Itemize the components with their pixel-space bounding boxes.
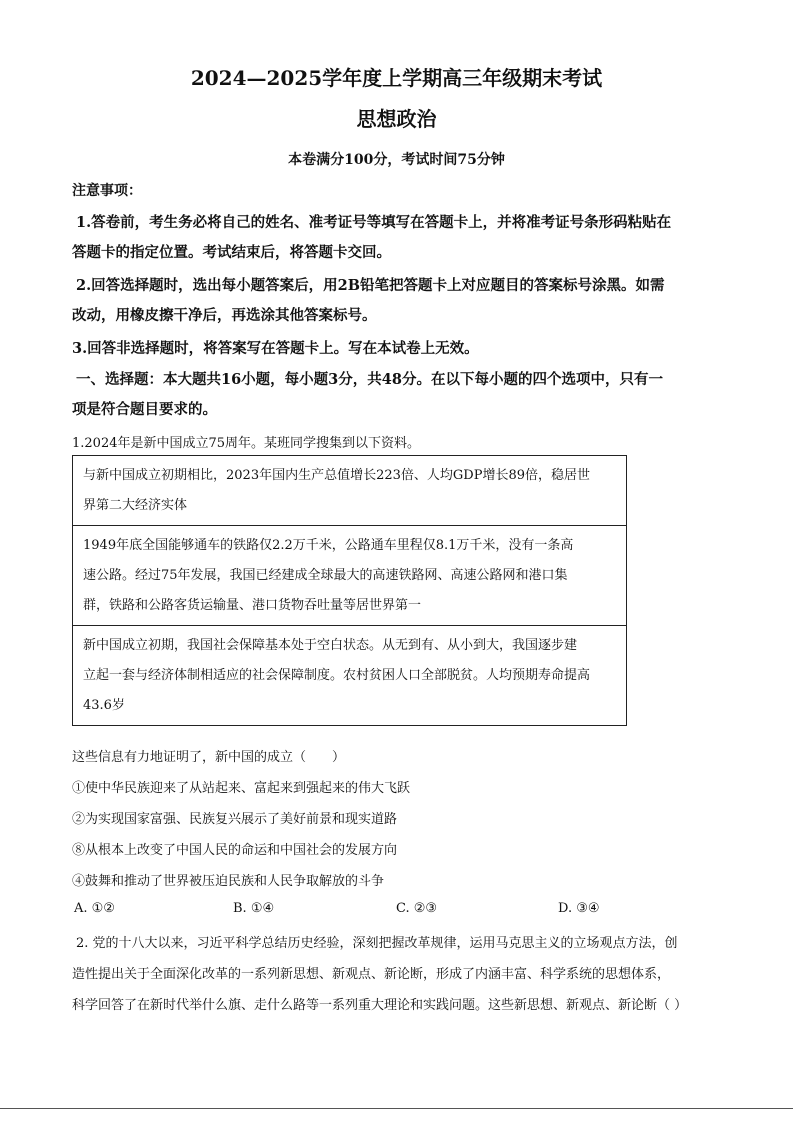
option-a: A. ①② [74, 901, 115, 916]
exam-meta: 本卷满分100分，考试时间75分钟 [288, 152, 505, 168]
material-cell [73, 456, 626, 525]
question-2-line: 2. 党的十八大以来，习近平科学总结历史经验，深刻把握改革规律，运用马克思主义的立场观点方法，创 [76, 936, 678, 951]
question-2-line: 科学回答了在新时代举什么旗、走什么路等一系列重大理论和实践问题。这些新思想、新观点、新论断（ ） [72, 998, 688, 1013]
section-heading: 一、选择题：本大题共16小题，每小题3分，共48分。在以下每小题的四个选项中，只有一 [76, 371, 663, 388]
materials-table [72, 455, 627, 726]
notice-line: 改动，用橡皮擦干净后，再选涂其他答案标号。 [72, 307, 377, 324]
material-line: 速公路。经过75年发展，我国已经建成全球最大的高速铁路网、高速公路网和港口集 [83, 568, 568, 583]
notice-line: 2.回答选择题时，选出每小题答案后，用2B铅笔把答题卡上对应题目的答案标号涂黑。如需 [76, 277, 665, 294]
section-heading-cont: 项是符合题目要求的。 [72, 401, 217, 418]
footer-divider [0, 1108, 793, 1109]
exam-title: 2024—2025学年度上学期高三年级期末考试 [190, 66, 603, 90]
option-b: B. ①④ [233, 901, 275, 916]
material-cell [73, 625, 626, 725]
statement-item: ④鼓舞和推动了世界被压迫民族和人民争取解放的斗争 [72, 874, 385, 889]
notice-line: 3.回答非选择题时，将答案写在答题卡上。写在本试卷上无效。 [72, 340, 479, 357]
question-2-line: 造性提出关于全面深化改革的一系列新思想、新观点、新论断，形成了内涵丰富、科学系统的思想体系， [72, 967, 671, 982]
statement-item: ⑧从根本上改变了中国人民的命运和中国社会的发展方向 [72, 843, 398, 858]
material-line: 43.6岁 [83, 698, 125, 713]
material-line: 与新中国成立初期相比，2023年国内生产总值增长223倍、人均GDP增长89倍，稳居世 [83, 468, 590, 483]
option-c: C. ②③ [396, 901, 438, 916]
material-line: 1949年底全国能够通车的铁路仅2.2万千米，公路通车里程仅8.1万千米，没有一条高 [83, 538, 574, 553]
material-line: 群，铁路和公路客货运输量、港口货物吞吐量等居世界第一 [83, 598, 422, 613]
material-line: 立起一套与经济体制相适应的社会保障制度。农村贫困人口全部脱贫。人均预期寿命提高 [83, 668, 591, 683]
question-1-stem: 这些信息有力地证明了，新中国的成立（ ） [72, 750, 346, 765]
statement-item: ②为实现国家富强、民族复兴展示了美好前景和现实道路 [72, 812, 398, 827]
material-line: 界第二大经济实体 [83, 498, 188, 513]
material-line: 新中国成立初期，我国社会保障基本处于空白状态。从无到有、从小到大，我国逐步建 [83, 638, 578, 653]
subject-title: 思想政治 [356, 107, 437, 131]
material-cell [73, 525, 626, 625]
statement-item: ①使中华民族迎来了从站起来、富起来到强起来的伟大飞跃 [72, 781, 411, 796]
option-d: D. ③④ [558, 901, 600, 916]
question-1-intro: 1.2024年是新中国成立75周年。某班同学搜集到以下资料。 [72, 436, 421, 451]
notice-heading: 注意事项： [72, 183, 142, 199]
notice-line: 答题卡的指定位置。考试结束后，将答题卡交回。 [72, 244, 391, 261]
notice-line: 1.答卷前，考生务必将自己的姓名、准考证号等填写在答题卡上，并将准考证号条形码粘贴在 [76, 214, 672, 231]
